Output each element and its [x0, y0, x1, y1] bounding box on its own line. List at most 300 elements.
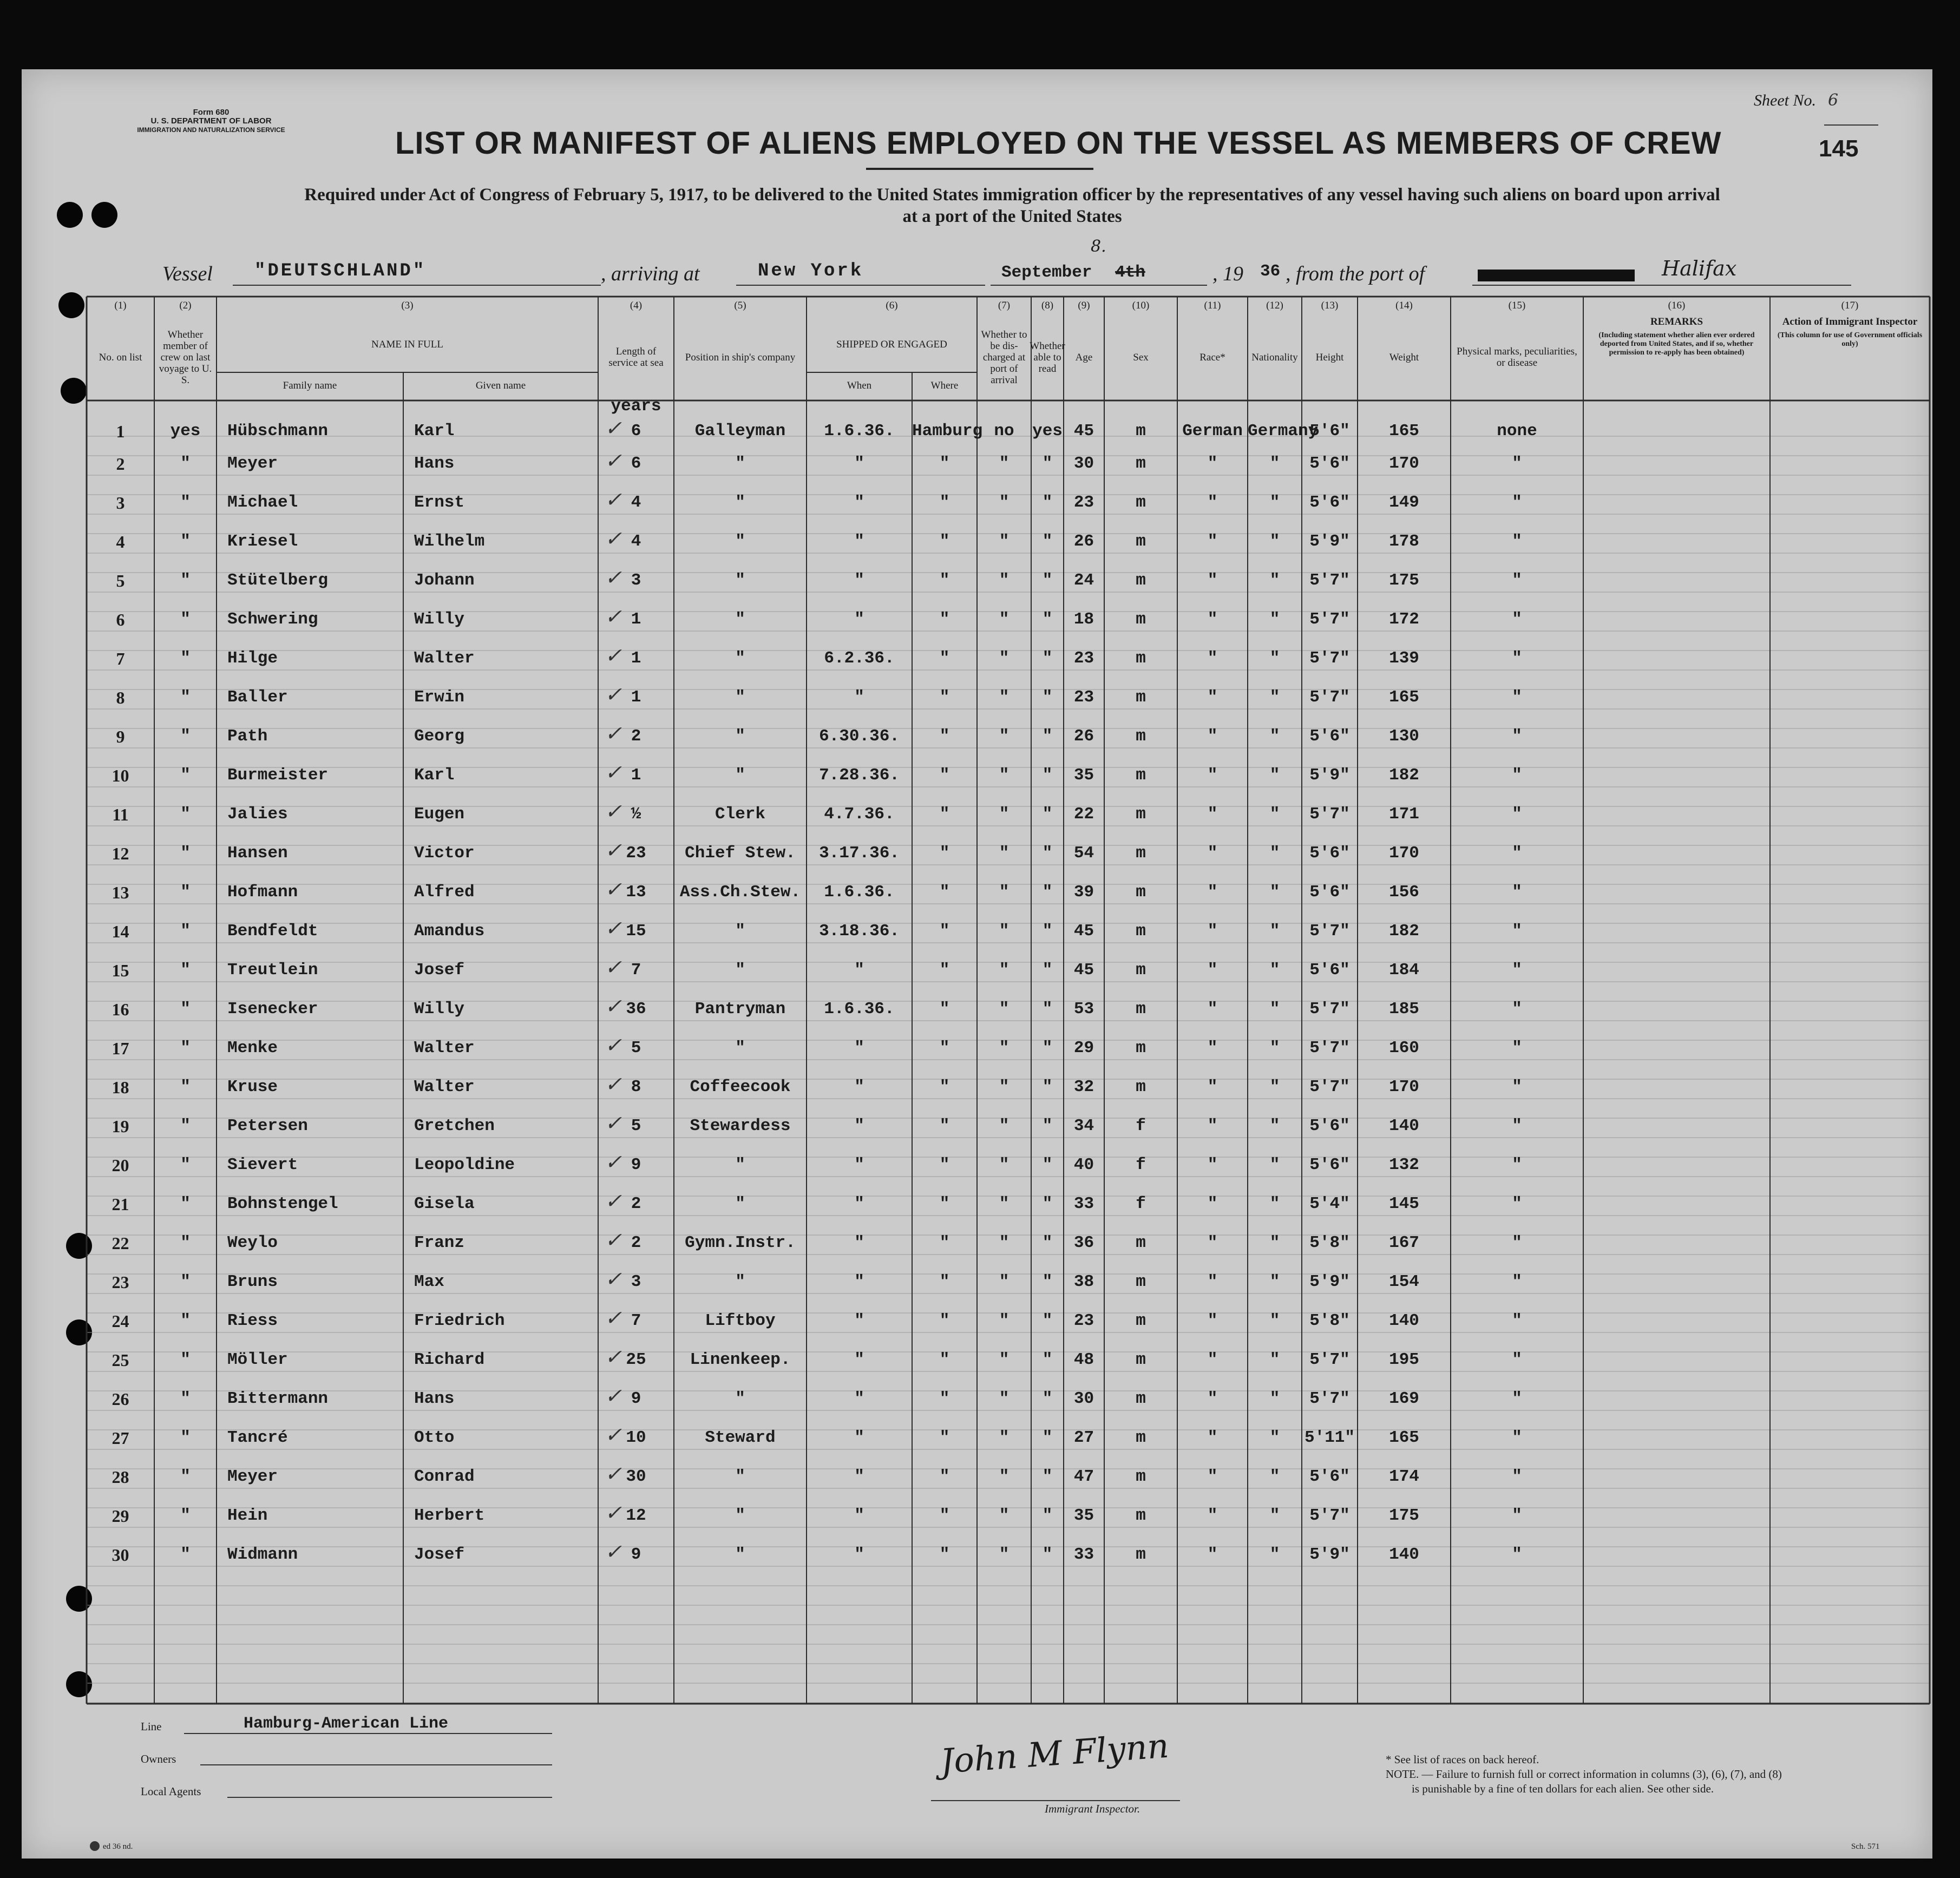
engaged-when: " — [854, 961, 864, 980]
engaged-where: " — [939, 532, 950, 551]
engaged-where: " — [939, 727, 950, 746]
check-mark-icon: ✓ — [605, 527, 622, 550]
physical-marks: " — [1512, 610, 1522, 629]
weight: 160 — [1389, 1039, 1419, 1058]
sex: m — [1136, 1000, 1146, 1019]
age: 30 — [1073, 1389, 1094, 1408]
ship-position: Galleyman — [694, 422, 786, 441]
physical-marks: " — [1512, 1350, 1522, 1369]
previous-voyage: " — [180, 1155, 191, 1174]
previous-voyage: " — [180, 961, 191, 980]
discharged-at-arrival: " — [999, 922, 1010, 941]
service-length: 12 — [626, 1506, 646, 1525]
ship-position: " — [735, 766, 745, 785]
check-mark-icon: ✓ — [605, 449, 622, 472]
column-header: SHIPPED OR ENGAGED — [836, 338, 947, 350]
nationality: " — [1269, 961, 1280, 980]
family-name: Hübschmann — [227, 422, 329, 441]
check-mark-icon: ✓ — [605, 721, 622, 745]
height: 5'7" — [1309, 1039, 1350, 1058]
row-number: 16 — [112, 1000, 129, 1019]
previous-voyage: " — [180, 493, 191, 512]
previous-voyage: " — [180, 454, 191, 473]
engaged-when: 6.30.36. — [819, 727, 900, 746]
height: 5'7" — [1309, 1389, 1350, 1408]
nationality: " — [1269, 1233, 1280, 1252]
discharged-at-arrival: " — [999, 844, 1010, 863]
column-header: Whether member of crew on last voyage to U. S. — [159, 329, 212, 386]
page-title: LIST OR MANIFEST OF ALIENS EMPLOYED ON THE VESSEL AS MEMBERS OF CREW — [395, 126, 1722, 161]
column-number: (9) — [1078, 300, 1090, 311]
row-number: 25 — [112, 1350, 129, 1370]
check-mark-icon: ✓ — [605, 799, 622, 823]
engaged-when: " — [854, 454, 864, 473]
age: 32 — [1073, 1078, 1094, 1096]
check-mark-icon: ✓ — [605, 760, 622, 784]
race: " — [1207, 1272, 1218, 1291]
height: 5'4" — [1309, 1194, 1350, 1213]
physical-marks: " — [1512, 1428, 1522, 1447]
penalty-note: NOTE. — Failure to furnish full or correct information in columns (3), (6), (7), and (8) — [1386, 1768, 1782, 1781]
able-to-read: " — [1042, 727, 1053, 746]
service-length: 36 — [626, 1000, 646, 1019]
service-length: 4 — [631, 493, 641, 512]
able-to-read: " — [1042, 1350, 1053, 1369]
age: 45 — [1073, 422, 1094, 441]
able-to-read: " — [1042, 1117, 1053, 1135]
family-name: Michael — [227, 493, 298, 512]
discharged-at-arrival: " — [999, 1233, 1010, 1252]
engaged-when: " — [854, 1506, 864, 1525]
given-name: Hans — [414, 454, 455, 473]
given-name: Franz — [414, 1233, 465, 1252]
family-name: Treutlein — [227, 961, 318, 980]
inspector-label: Immigrant Inspector. — [1045, 1802, 1140, 1815]
given-name: Karl — [414, 422, 455, 441]
age: 47 — [1073, 1467, 1094, 1486]
engaged-when: " — [854, 532, 864, 551]
nationality: " — [1269, 1467, 1280, 1486]
previous-voyage: " — [180, 1428, 191, 1447]
able-to-read: " — [1042, 1311, 1053, 1330]
race: " — [1207, 766, 1218, 785]
ship-position: " — [735, 1272, 745, 1291]
family-name: Bohnstengel — [227, 1194, 338, 1213]
column-number: (4) — [630, 300, 643, 311]
nationality: " — [1269, 454, 1280, 473]
ship-position: Steward — [705, 1428, 776, 1447]
check-mark-icon: ✓ — [605, 566, 622, 589]
sex: m — [1136, 422, 1146, 441]
discharged-at-arrival: " — [999, 1311, 1010, 1330]
check-mark-icon: ✓ — [605, 955, 622, 979]
engaged-when: " — [854, 493, 864, 512]
ship-position: Coffeecook — [690, 1078, 791, 1096]
age: 54 — [1073, 844, 1094, 863]
able-to-read: " — [1042, 532, 1053, 551]
column-header: No. on list — [99, 351, 142, 363]
check-mark-icon: ✓ — [605, 1150, 622, 1174]
manifest-sheet — [22, 69, 1932, 1859]
engaged-where: " — [939, 1194, 950, 1213]
column-header: REMARKS — [1650, 316, 1703, 327]
engaged-when: " — [854, 1389, 864, 1408]
able-to-read: " — [1042, 1194, 1053, 1213]
vessel-name: "DEUTSCHLAND" — [254, 261, 427, 281]
discharged-at-arrival: " — [999, 1194, 1010, 1213]
column-header: NAME IN FULL — [371, 338, 443, 350]
family-name: Kruse — [227, 1078, 278, 1096]
row-number: 8 — [116, 688, 125, 707]
family-name: Hein — [227, 1506, 268, 1525]
sex: m — [1136, 883, 1146, 902]
family-name: Bruns — [227, 1272, 278, 1291]
service-length: 30 — [626, 1467, 646, 1486]
check-mark-icon: ✓ — [605, 916, 622, 940]
service-length: 2 — [631, 1194, 641, 1213]
physical-marks: " — [1512, 805, 1522, 824]
height: 5'6" — [1309, 844, 1350, 863]
sex: m — [1136, 571, 1146, 590]
ship-position: " — [735, 493, 745, 512]
family-name: Hofmann — [227, 883, 298, 902]
check-mark-icon: ✓ — [605, 416, 622, 440]
weight: 167 — [1389, 1233, 1419, 1252]
sex: m — [1136, 493, 1146, 512]
engaged-when: " — [854, 1233, 864, 1252]
schedule-number: Sch. 571 — [1851, 1842, 1880, 1851]
footer — [22, 1704, 1932, 1859]
engaged-where: " — [939, 1272, 950, 1291]
sex: m — [1136, 1078, 1146, 1096]
row-number: 10 — [112, 766, 129, 785]
race: " — [1207, 649, 1218, 668]
engaged-where: " — [939, 922, 950, 941]
race: " — [1207, 844, 1218, 863]
engaged-where: " — [939, 649, 950, 668]
footer-notes — [1386, 1752, 1862, 1796]
age: 23 — [1073, 493, 1094, 512]
height: 5'7" — [1309, 571, 1350, 590]
column-number: (7) — [998, 300, 1011, 311]
engaged-when: 6.2.36. — [824, 649, 895, 668]
arrival-year: 36 — [1260, 262, 1281, 281]
race: " — [1207, 1117, 1218, 1135]
physical-marks: none — [1497, 422, 1537, 441]
row-number: 11 — [112, 805, 129, 824]
physical-marks: " — [1512, 727, 1522, 746]
able-to-read: " — [1042, 961, 1053, 980]
family-name: Hilge — [227, 649, 278, 668]
service-length: 1 — [631, 649, 641, 668]
row-number: 27 — [112, 1428, 129, 1448]
ship-position: Stewardess — [690, 1117, 791, 1135]
given-name: Gretchen — [414, 1117, 495, 1135]
nationality: " — [1269, 1155, 1280, 1174]
nationality: " — [1269, 1428, 1280, 1447]
weight: 132 — [1389, 1155, 1419, 1174]
height: 5'8" — [1309, 1311, 1350, 1330]
able-to-read: " — [1042, 1506, 1053, 1525]
age: 26 — [1073, 727, 1094, 746]
nationality: " — [1269, 649, 1280, 668]
given-name: Otto — [414, 1428, 455, 1447]
nationality: " — [1269, 1545, 1280, 1564]
column-number: (10) — [1132, 300, 1150, 311]
race: " — [1207, 1311, 1218, 1330]
sex: m — [1136, 922, 1146, 941]
able-to-read: " — [1042, 1389, 1053, 1408]
column-number: (3) — [401, 300, 414, 311]
physical-marks: " — [1512, 1545, 1522, 1564]
discharged-at-arrival: " — [999, 454, 1010, 473]
engaged-where: " — [939, 805, 950, 824]
weight: 184 — [1389, 961, 1419, 980]
race: German — [1182, 422, 1243, 441]
discharged-at-arrival: " — [999, 610, 1010, 629]
service-length: 7 — [631, 1311, 641, 1330]
service-length: 3 — [631, 1272, 641, 1291]
weight: 182 — [1389, 766, 1419, 785]
age: 45 — [1073, 922, 1094, 941]
weight: 165 — [1389, 1428, 1419, 1447]
ship-position: " — [735, 922, 745, 941]
able-to-read: " — [1042, 493, 1053, 512]
nationality: " — [1269, 610, 1280, 629]
line-label: Line — [141, 1720, 162, 1733]
age: 23 — [1073, 688, 1094, 707]
discharged-at-arrival: no — [994, 422, 1014, 441]
previous-voyage: " — [180, 571, 191, 590]
column-number: (12) — [1266, 300, 1283, 311]
engaged-where: " — [939, 1233, 950, 1252]
physical-marks: " — [1512, 1272, 1522, 1291]
physical-marks: " — [1512, 1467, 1522, 1486]
engaged-when: " — [854, 571, 864, 590]
physical-marks: " — [1512, 1117, 1522, 1135]
service-length: 9 — [631, 1155, 641, 1174]
previous-voyage: " — [180, 532, 191, 551]
age: 26 — [1073, 532, 1094, 551]
sex: m — [1136, 1545, 1146, 1564]
engaged-where: " — [939, 883, 950, 902]
family-name: Meyer — [227, 1467, 278, 1486]
physical-marks: " — [1512, 1039, 1522, 1058]
discharged-at-arrival: " — [999, 727, 1010, 746]
arrival-day: 4th — [1115, 263, 1145, 282]
engaged-where: " — [939, 1428, 950, 1447]
age: 27 — [1073, 1428, 1094, 1447]
inspector-signature: John M Flynn — [939, 1725, 1170, 1781]
row-number: 2 — [116, 454, 125, 474]
given-name: Josef — [414, 1545, 465, 1564]
engaged-where: " — [939, 493, 950, 512]
discharged-at-arrival: " — [999, 1000, 1010, 1019]
age: 38 — [1073, 1272, 1094, 1291]
able-to-read: " — [1042, 1233, 1053, 1252]
physical-marks: " — [1512, 454, 1522, 473]
nationality: " — [1269, 805, 1280, 824]
race: " — [1207, 493, 1218, 512]
service-length: 9 — [631, 1545, 641, 1564]
check-mark-icon: ✓ — [605, 643, 622, 667]
sex: m — [1136, 1233, 1146, 1252]
sex: m — [1136, 1039, 1146, 1058]
row-number: 1 — [116, 422, 125, 441]
engaged-where: " — [939, 1117, 950, 1135]
age: 35 — [1073, 1506, 1094, 1525]
ship-position: " — [735, 1545, 745, 1564]
row-number: 18 — [112, 1078, 129, 1097]
previous-voyage: " — [180, 1467, 191, 1486]
ship-position: " — [735, 688, 745, 707]
given-name: Willy — [414, 1000, 465, 1019]
service-length: 4 — [631, 532, 641, 551]
row-number: 24 — [112, 1311, 129, 1331]
previous-voyage: " — [180, 688, 191, 707]
service-unit: years — [611, 397, 661, 416]
service-length: 1 — [631, 766, 641, 785]
column-header: Whether able to read — [1030, 340, 1065, 375]
engaged-when: 3.18.36. — [819, 922, 900, 941]
engaged-when: " — [854, 1155, 864, 1174]
family-name: Weylo — [227, 1233, 278, 1252]
column-subheader: Family name — [283, 380, 337, 391]
engaged-where: " — [939, 1467, 950, 1486]
discharged-at-arrival: " — [999, 688, 1010, 707]
weight: 165 — [1389, 688, 1419, 707]
column-header: Physical marks, peculiarities, or disease — [1457, 346, 1577, 369]
height: 5'9" — [1309, 1272, 1350, 1291]
service-length: 8 — [631, 1078, 641, 1096]
ship-position: " — [735, 1389, 745, 1408]
engaged-when: " — [854, 1117, 864, 1135]
column-header: Age — [1075, 351, 1093, 363]
service-length: 3 — [631, 571, 641, 590]
check-mark-icon: ✓ — [605, 605, 622, 628]
family-name: Isenecker — [227, 1000, 318, 1019]
check-mark-icon: ✓ — [605, 1540, 622, 1564]
family-name: Menke — [227, 1039, 278, 1058]
nationality: " — [1269, 844, 1280, 863]
nationality: " — [1269, 1039, 1280, 1058]
engaged-where: " — [939, 610, 950, 629]
discharged-at-arrival: " — [999, 649, 1010, 668]
sex: m — [1136, 1311, 1146, 1330]
discharged-at-arrival: " — [999, 532, 1010, 551]
given-name: Friedrich — [414, 1311, 505, 1330]
engaged-where: " — [939, 844, 950, 863]
family-name: Kriesel — [227, 532, 298, 551]
able-to-read: " — [1042, 1039, 1053, 1058]
service-length: 1 — [631, 688, 641, 707]
column-header: Sex — [1133, 351, 1149, 363]
height: 5'9" — [1309, 766, 1350, 785]
sex: m — [1136, 1272, 1146, 1291]
engaged-when: " — [854, 1311, 864, 1330]
row-number: 20 — [112, 1155, 129, 1175]
able-to-read: " — [1042, 766, 1053, 785]
sex: f — [1136, 1155, 1146, 1174]
previous-voyage: " — [180, 1350, 191, 1369]
weight: 140 — [1389, 1117, 1419, 1135]
given-name: Walter — [414, 1039, 475, 1058]
able-to-read: " — [1042, 649, 1053, 668]
row-number: 4 — [116, 532, 125, 551]
discharged-at-arrival: " — [999, 1155, 1010, 1174]
service-length: 1 — [631, 610, 641, 629]
race: " — [1207, 532, 1218, 551]
column-number: (13) — [1321, 300, 1339, 311]
able-to-read: yes — [1032, 422, 1063, 441]
able-to-read: " — [1042, 571, 1053, 590]
nationality: " — [1269, 1194, 1280, 1213]
engaged-when: " — [854, 1194, 864, 1213]
age: 18 — [1073, 610, 1094, 629]
check-mark-icon: ✓ — [605, 1462, 622, 1486]
discharged-at-arrival: " — [999, 805, 1010, 824]
column-note: (This column for use of Government officials only) — [1777, 331, 1923, 348]
family-name: Tancré — [227, 1428, 288, 1447]
engaged-when: 7.28.36. — [819, 766, 900, 785]
family-name: Bendfeldt — [227, 922, 318, 941]
able-to-read: " — [1042, 844, 1053, 863]
physical-marks: " — [1512, 493, 1522, 512]
engaged-when: " — [854, 1428, 864, 1447]
previous-voyage: yes — [170, 422, 201, 441]
column-number: (5) — [734, 300, 746, 311]
height: 5'7" — [1309, 610, 1350, 629]
discharged-at-arrival: " — [999, 493, 1010, 512]
race: " — [1207, 454, 1218, 473]
previous-voyage: " — [180, 1078, 191, 1096]
nationality: " — [1269, 883, 1280, 902]
given-name: Walter — [414, 649, 475, 668]
weight: 175 — [1389, 1506, 1419, 1525]
given-name: Herbert — [414, 1506, 485, 1525]
engaged-where: " — [939, 1311, 950, 1330]
previous-voyage: " — [180, 649, 191, 668]
local-agents-label: Local Agents — [141, 1785, 201, 1798]
sex: m — [1136, 1389, 1146, 1408]
discharged-at-arrival: " — [999, 1545, 1010, 1564]
age: 48 — [1073, 1350, 1094, 1369]
engaged-where: " — [939, 688, 950, 707]
check-mark-icon: ✓ — [605, 1501, 622, 1525]
ship-position: " — [735, 1467, 745, 1486]
sex: m — [1136, 1350, 1146, 1369]
nationality: " — [1269, 1117, 1280, 1135]
nationality: Germany — [1248, 422, 1319, 441]
age: 30 — [1073, 454, 1094, 473]
service-name: IMMIGRATION AND NATURALIZATION SERVICE — [137, 126, 285, 134]
discharged-at-arrival: " — [999, 961, 1010, 980]
discharged-at-arrival: " — [999, 1272, 1010, 1291]
page-subtitle: Required under Act of Congress of February 5, 1917, to be delivered to the United States immigration officer by the representatives of any vessel having such aliens on board upon arrival at a port of the United States — [304, 185, 1720, 226]
column-header: Weight — [1389, 351, 1419, 363]
physical-marks: " — [1512, 1000, 1522, 1019]
discharged-at-arrival: " — [999, 1389, 1010, 1408]
service-length: 5 — [631, 1117, 641, 1135]
arrival-port: New York — [758, 261, 864, 281]
given-name: Walter — [414, 1078, 475, 1096]
weight: 195 — [1389, 1350, 1419, 1369]
given-name: Victor — [414, 844, 475, 863]
previous-voyage: " — [180, 1000, 191, 1019]
sex: m — [1136, 844, 1146, 863]
row-number: 15 — [112, 961, 129, 980]
race: " — [1207, 1506, 1218, 1525]
